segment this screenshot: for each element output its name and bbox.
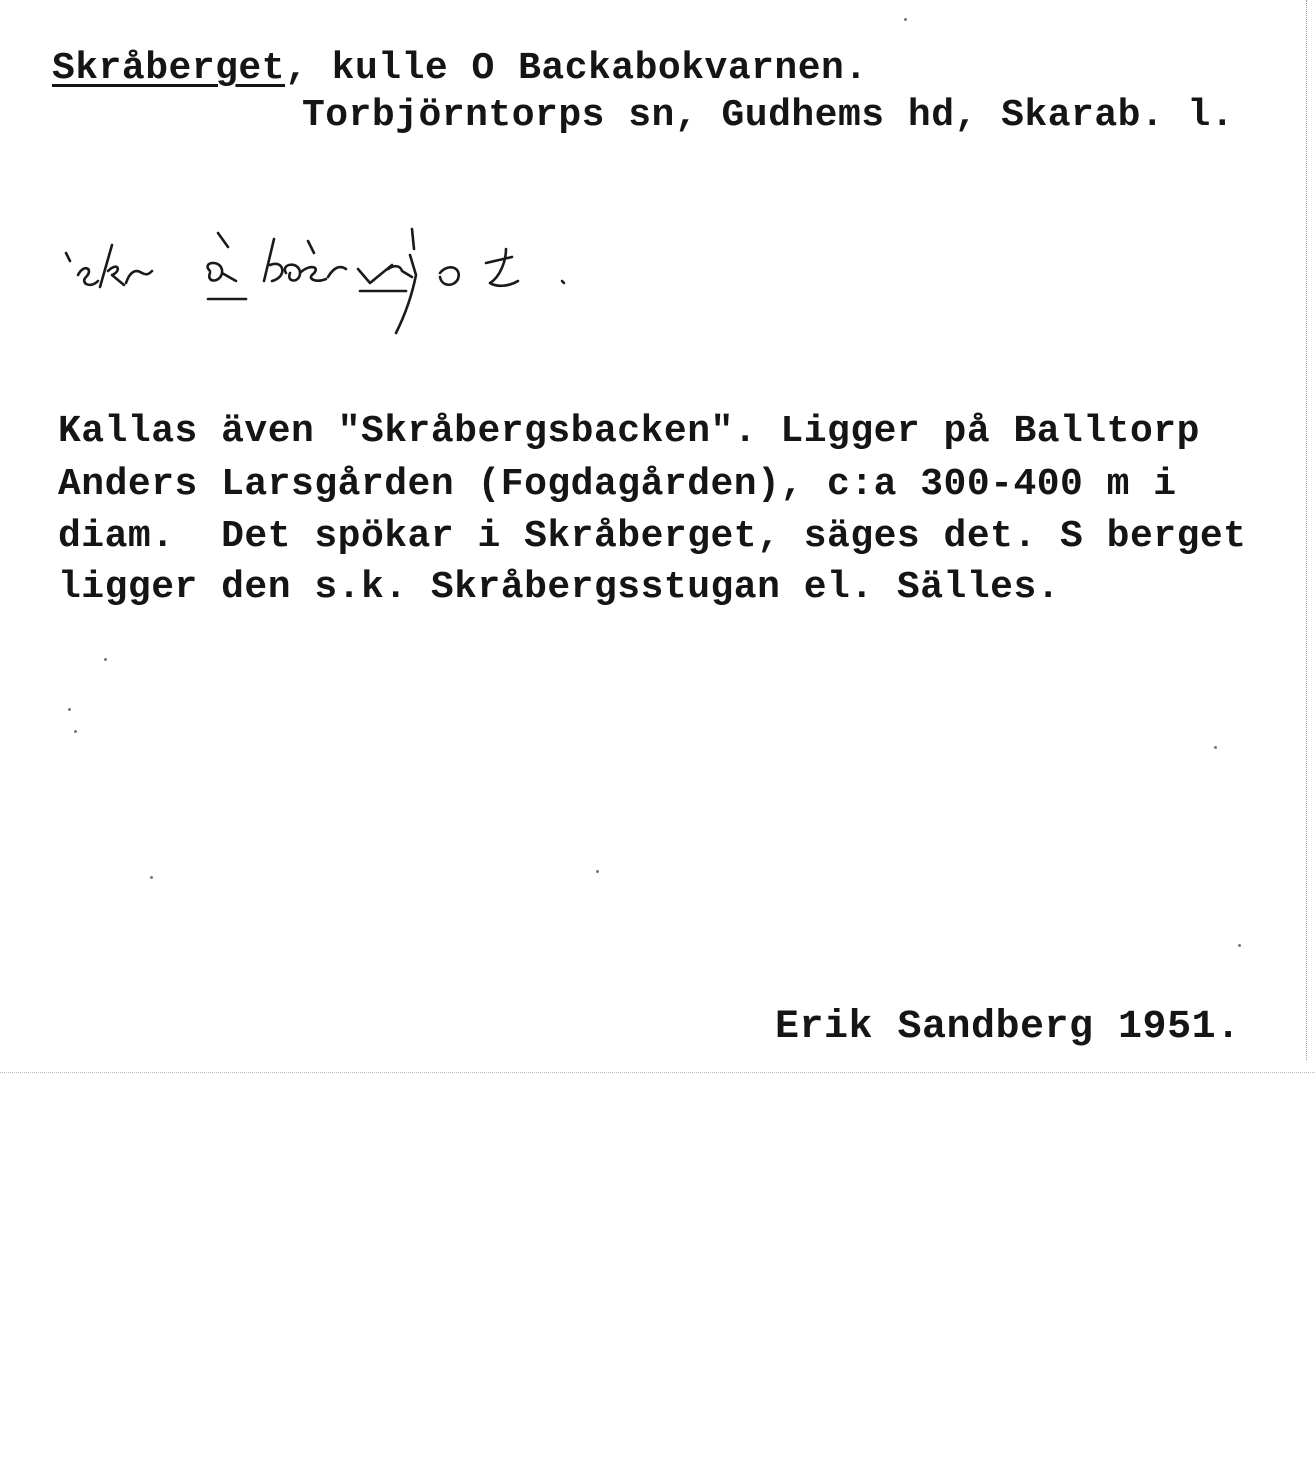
- scan-speck: [596, 870, 599, 873]
- scan-speck: [1238, 944, 1241, 947]
- body-line-1: Kallas även "Skråbergsbacken". Ligger på Balltorp: [58, 410, 1200, 453]
- scan-speck: [150, 876, 153, 879]
- scan-speck: [68, 708, 71, 711]
- scan-speck: [104, 658, 107, 661]
- handwritten-phonetic-transcription: [60, 225, 640, 345]
- author-signature: Erik Sandberg 1951.: [775, 1005, 1241, 1050]
- heading-description: , kulle O Backabokvarnen.: [285, 47, 868, 90]
- handwriting-drawing: [60, 225, 640, 345]
- body-line-4: ligger den s.k. Skråbergsstugan el. Sälles.: [58, 566, 1061, 609]
- card-edge-bottom: [0, 1072, 1315, 1073]
- scan-speck: [1214, 746, 1217, 749]
- body-line-2: Anders Larsgården (Fogdagården), c:a 300-400 m i: [58, 463, 1177, 506]
- scan-speck: [74, 730, 77, 733]
- heading-line-1: [52, 47, 868, 90]
- heading-line-2: Torbjörntorps sn, Gudhems hd, Skarab. l.: [302, 94, 1235, 137]
- scan-speck: [904, 18, 907, 21]
- body-line-3: diam. Det spökar i Skråberget, säges det. S berget: [58, 515, 1247, 558]
- placename-heading: Skråberget: [52, 47, 286, 90]
- card-edge-right: [1306, 0, 1307, 1060]
